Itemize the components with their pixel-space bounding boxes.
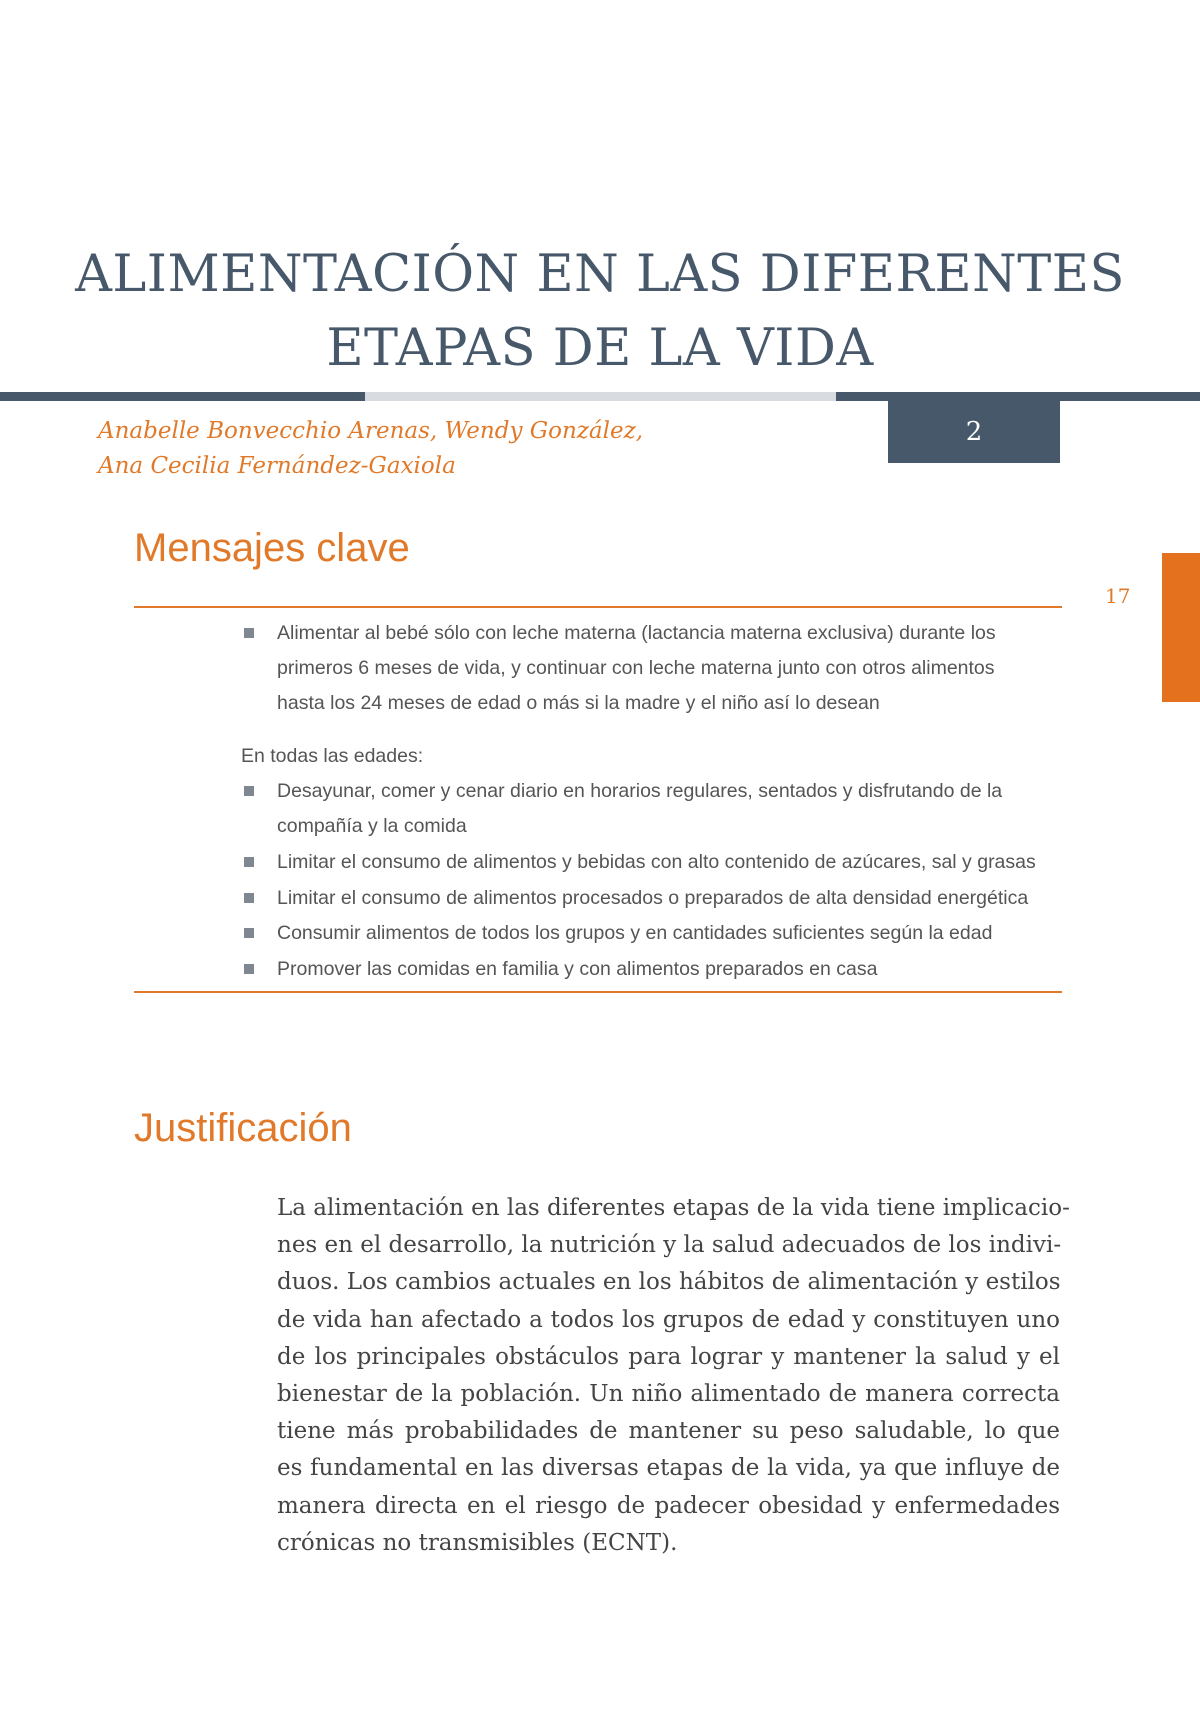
authors bbox=[98, 414, 643, 484]
list-item-line: Alimentar al bebé sólo con leche materna (lactancia materna exclusiva) durante los bbox=[277, 622, 996, 644]
bullet-icon bbox=[244, 893, 254, 903]
paragraph-line: de vida han afectado a todos los grupos de edad y constituyen uno bbox=[277, 1306, 1060, 1333]
bullet-icon bbox=[244, 628, 254, 638]
paragraph-line: La alimentación en las diferentes etapas de la vida tiene implicacio- bbox=[277, 1195, 1070, 1221]
paragraph-line: bienestar de la población. Un niño alimentado de manera correcta bbox=[277, 1381, 1060, 1408]
key-messages-top-rule bbox=[134, 606, 1062, 608]
paragraph-line: crónicas no transmisibles (ECNT). bbox=[277, 1529, 678, 1556]
list-item: Consumir alimentos de todos los grupos y en cantidades suficientes según la edad bbox=[277, 922, 993, 944]
key-messages-bottom-rule bbox=[134, 991, 1062, 993]
bullet-icon bbox=[244, 928, 254, 938]
bullet-icon bbox=[244, 786, 254, 796]
body-paragraph bbox=[277, 1190, 1070, 1562]
list-item-line: primeros 6 meses de vida, y continuar con leche materna junto con otros alimentos bbox=[277, 657, 995, 679]
header-rule-left bbox=[0, 392, 365, 401]
bullet-icon bbox=[244, 964, 254, 974]
list-item bbox=[277, 774, 1002, 844]
list-item-line: compañía y la comida bbox=[277, 815, 467, 837]
paragraph-line: manera directa en el riesgo de padecer obesidad y enfermedades bbox=[277, 1492, 1060, 1519]
paragraph-line: de los principales obstáculos para lograr y mantener la salud y el bbox=[277, 1343, 1060, 1370]
chapter-side-tab bbox=[1162, 553, 1200, 702]
paragraph-line: duos. Los cambios actuales en los hábitos de alimentación y estilos bbox=[277, 1269, 1061, 1296]
chapter-number-badge bbox=[888, 401, 1060, 463]
bullet-icon bbox=[244, 857, 254, 867]
paragraph-line: nes en el desarrollo, la nutrición y la salud adecuados de los indivi- bbox=[277, 1232, 1062, 1259]
section-heading-mensajes-clave: Mensajes clave bbox=[134, 526, 410, 570]
page-title bbox=[0, 238, 1200, 386]
paragraph-line: es fundamental en las diversas etapas de la vida, ya que influye de bbox=[277, 1455, 1060, 1482]
list-item: Limitar el consumo de alimentos procesados o preparados de alta densidad energética bbox=[277, 887, 1029, 909]
list-lead-text: En todas las edades: bbox=[241, 745, 424, 767]
list-item: Limitar el consumo de alimentos y bebidas con alto contenido de azúcares, sal y grasas bbox=[277, 851, 1036, 873]
authors-line: Anabelle Bonvecchio Arenas, Wendy González, bbox=[98, 418, 644, 444]
list-item bbox=[277, 616, 996, 721]
section-heading-justificacion: Justificación bbox=[134, 1106, 352, 1150]
header-rule-right bbox=[836, 392, 1200, 401]
list-item-line: hasta los 24 meses de edad o más si la madre y el niño así lo desean bbox=[277, 692, 880, 714]
list-item: Promover las comidas en familia y con alimentos preparados en casa bbox=[277, 958, 878, 980]
chapter-number: 2 bbox=[965, 417, 983, 447]
title-line: ETAPAS DE LA VIDA bbox=[326, 319, 874, 378]
authors-line: Ana Cecilia Fernández-Gaxiola bbox=[98, 453, 456, 479]
paragraph-line: tiene más probabilidades de mantener su peso saludable, lo que bbox=[277, 1418, 1060, 1445]
list-item-line: Desayunar, comer y cenar diario en horarios regulares, sentados y disfrutando de la bbox=[277, 780, 1003, 802]
header-rule-middle bbox=[365, 392, 836, 401]
page-number: 17 bbox=[1105, 584, 1131, 608]
title-line: ALIMENTACIÓN EN LAS DIFERENTES bbox=[75, 245, 1125, 304]
